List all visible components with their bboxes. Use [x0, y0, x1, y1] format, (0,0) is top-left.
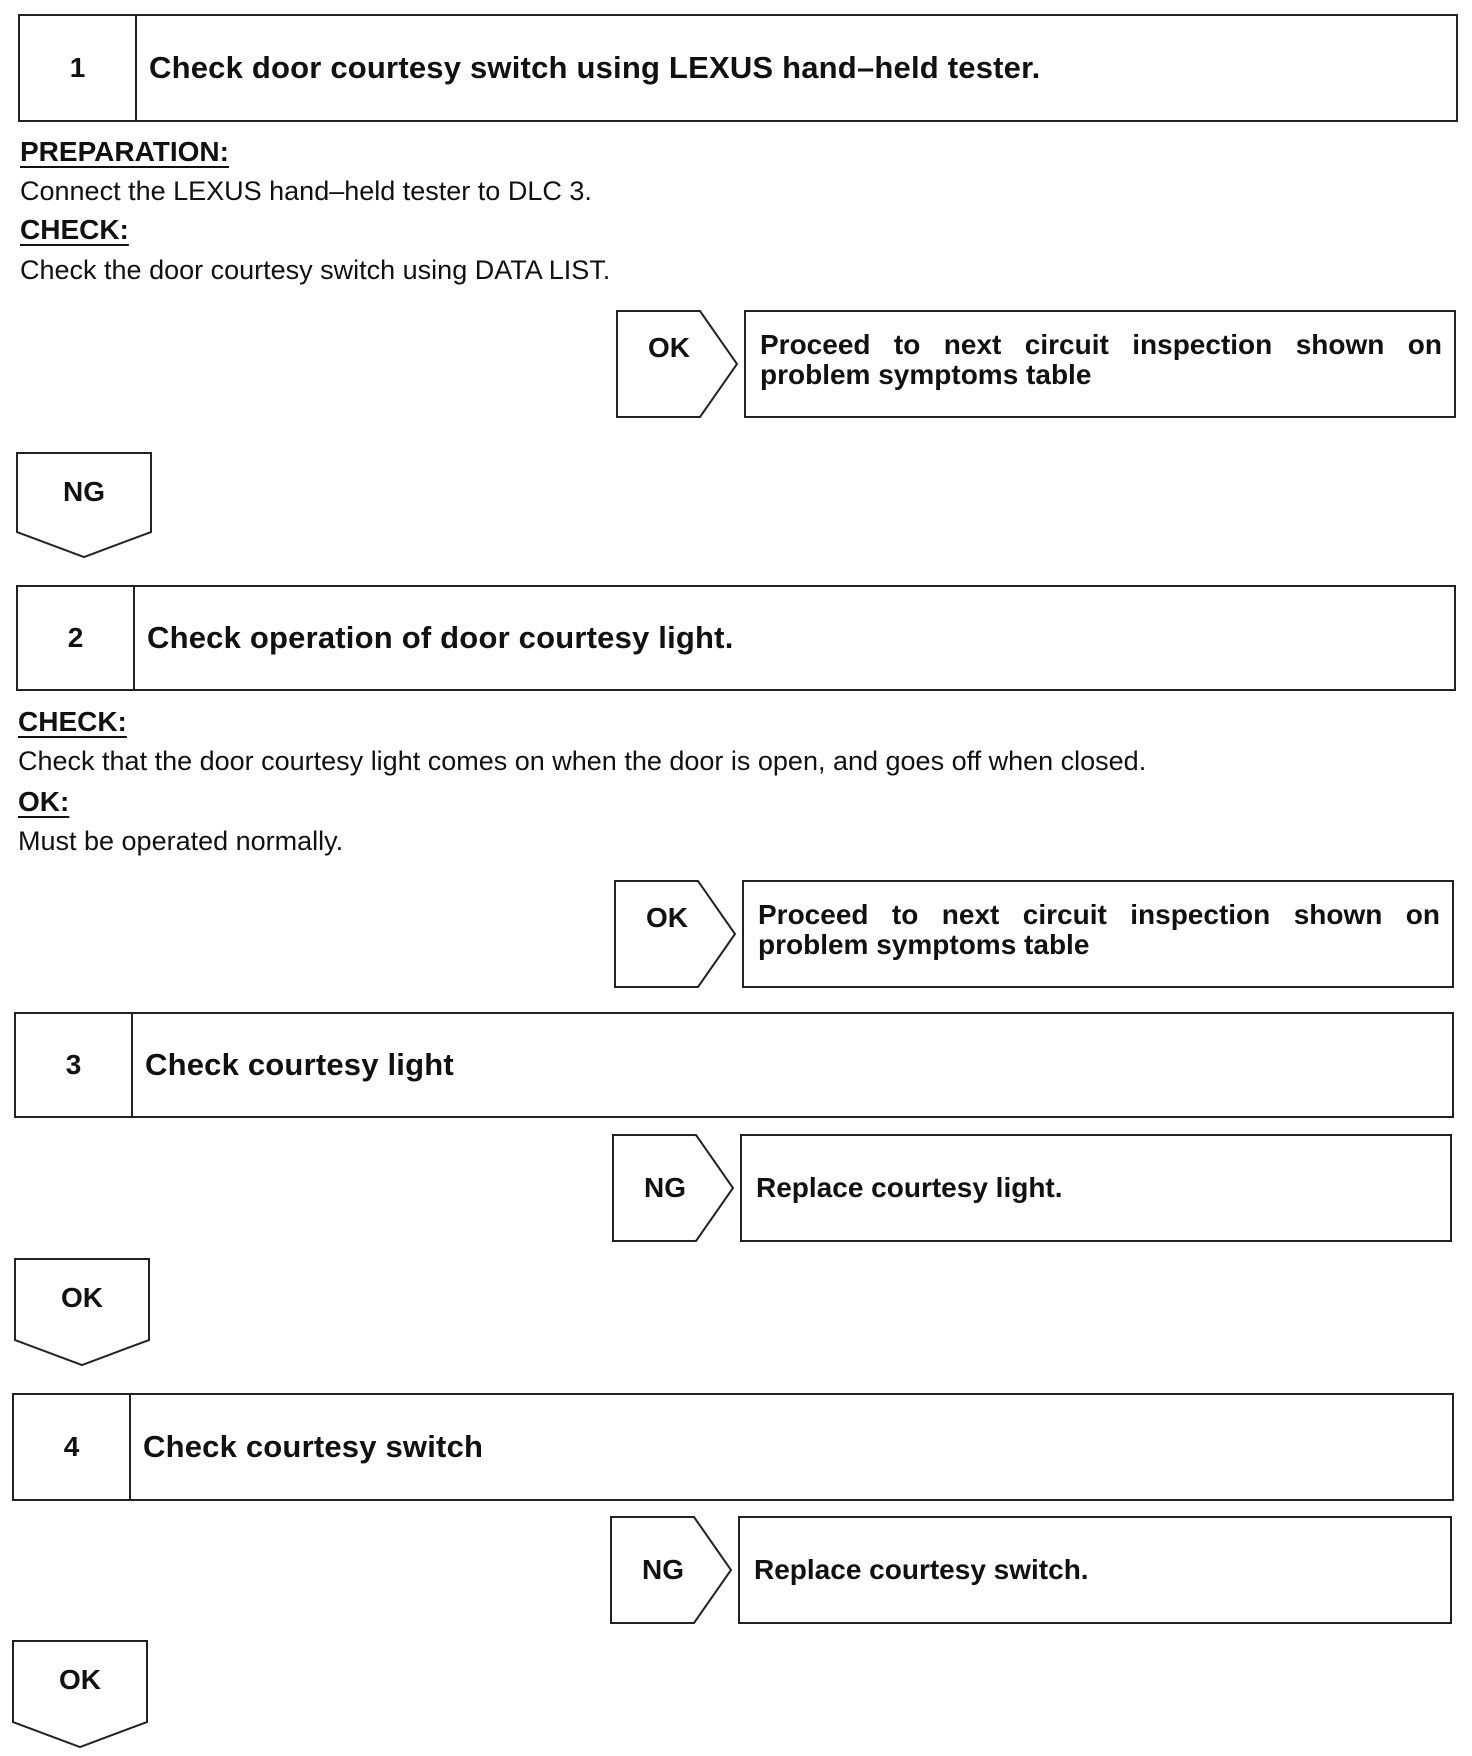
tag-label: NG	[644, 1172, 686, 1203]
tag-label: OK	[59, 1664, 101, 1695]
side-result-box	[742, 880, 1454, 988]
result-text: Replace courtesy light.	[756, 1172, 1063, 1203]
arrow-right-icon	[614, 880, 736, 988]
result-line-2: problem symptoms table	[758, 929, 1090, 960]
ok-side-tag	[614, 880, 736, 988]
step-number: 4	[14, 1395, 131, 1499]
tag-label: OK	[61, 1282, 103, 1313]
check-label: CHECK:	[20, 214, 129, 245]
ng-side-tag	[612, 1134, 734, 1242]
ok-down-tag	[14, 1258, 150, 1366]
arrow-right-icon	[616, 310, 738, 418]
step-number: 2	[18, 587, 135, 689]
ng-down-tag	[16, 452, 152, 558]
side-result-box	[738, 1516, 1452, 1624]
step-title: Check courtesy light	[145, 1047, 454, 1082]
ok-label: OK:	[18, 786, 70, 817]
preparation-label: PREPARATION:	[20, 136, 229, 167]
ng-side-tag	[610, 1516, 732, 1624]
preparation-text: Connect the LEXUS hand–held tester to DLC 3.	[20, 176, 592, 206]
step-1-header	[18, 14, 1458, 122]
step-2-header	[16, 585, 1456, 691]
ok-side-tag	[616, 310, 738, 418]
step-title: Check door courtesy switch using LEXUS hand–held tester.	[149, 50, 1041, 85]
check-label: CHECK:	[18, 706, 127, 737]
check-text: Check that the door courtesy light comes on when the door is open, and goes off when closed.	[18, 746, 1147, 776]
step-3-header	[14, 1012, 1454, 1118]
step-number: 1	[20, 16, 137, 120]
result-text: Replace courtesy switch.	[754, 1554, 1089, 1585]
step-title: Check courtesy switch	[143, 1429, 484, 1464]
step-title: Check operation of door courtesy light.	[147, 620, 734, 655]
ok-text: Must be operated normally.	[18, 826, 344, 856]
result-line-1: Proceed to next circuit inspection shown on	[760, 329, 1442, 360]
step-4-header	[12, 1393, 1454, 1501]
tag-label: OK	[646, 902, 688, 933]
step-number: 3	[16, 1014, 133, 1116]
tag-label: OK	[648, 332, 690, 363]
side-result-box	[740, 1134, 1452, 1242]
side-result-box	[744, 310, 1456, 418]
result-line-2: problem symptoms table	[760, 359, 1092, 390]
tag-label: NG	[642, 1554, 684, 1585]
ok-down-tag	[12, 1640, 148, 1748]
check-text: Check the door courtesy switch using DATA LIST.	[20, 255, 611, 285]
tag-label: NG	[63, 476, 105, 507]
result-line-1: Proceed to next circuit inspection shown on	[758, 899, 1440, 930]
